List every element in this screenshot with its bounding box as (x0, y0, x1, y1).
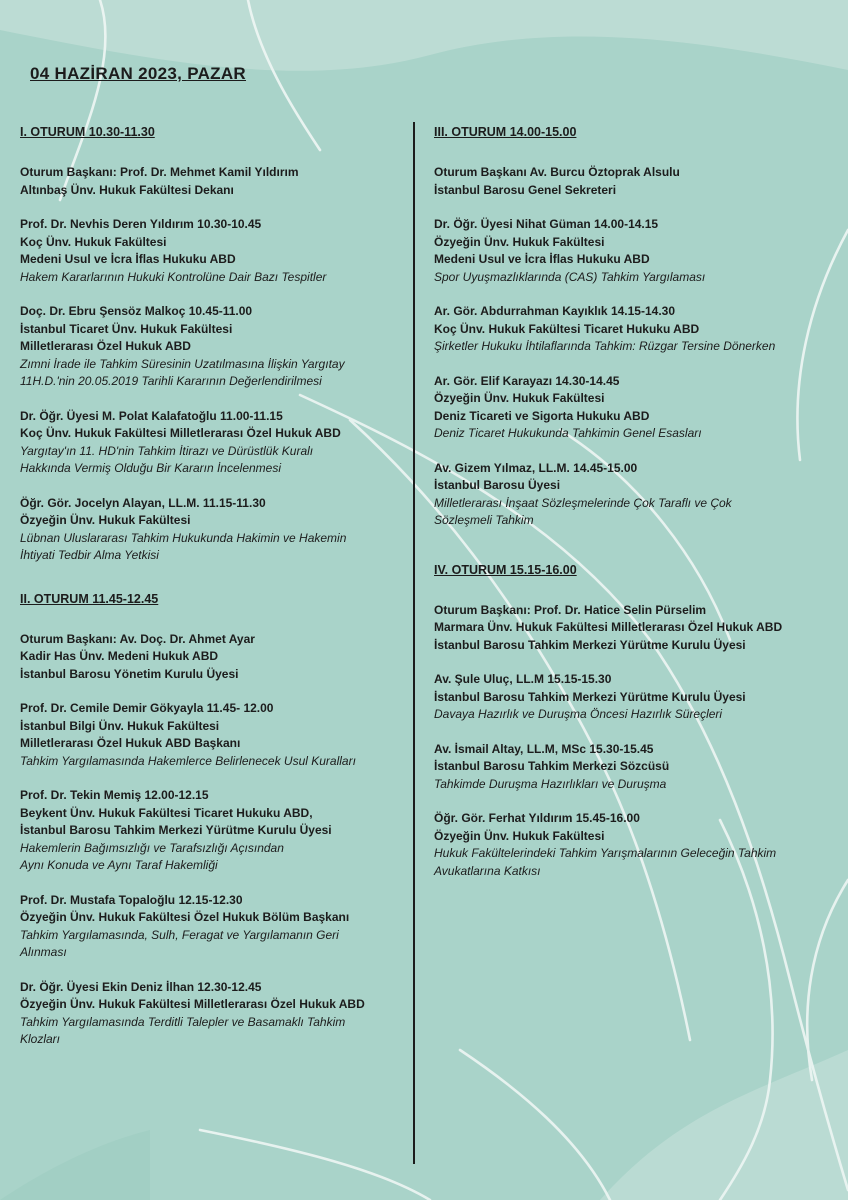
talk-title: Avukatlarına Katkısı (434, 863, 541, 878)
speaker-entry (434, 671, 844, 724)
talk-title: Tahkim Yargılamasında Terditli Talepler ve Basamaklı Tahkim (20, 1014, 346, 1029)
chair-name: Oturum Başkanı: Prof. Dr. Hatice Selin Pürselim (434, 602, 707, 617)
session-2 (20, 591, 410, 1049)
talk-title: Klozları (20, 1032, 61, 1046)
speaker-affiliation: Özyeğin Ünv. Hukuk Fakültesi (434, 828, 605, 843)
session-title: IV. OTURUM 15.15-16.00 (434, 562, 577, 577)
speaker-department: Milletlerarası Özel Hukuk ABD (20, 339, 191, 353)
talk-title: Davaya Hazırlık ve Duruşma Öncesi Hazırlık Süreçleri (434, 707, 723, 721)
speaker-name: Prof. Dr. Tekin Memiş 12.00-12.15 (20, 788, 209, 802)
speaker-name: Ar. Gör. Abdurrahman Kayıklık 14.15-14.30 (434, 304, 675, 318)
speaker-name: Öğr. Gör. Ferhat Yıldırım 15.45-16.00 (434, 811, 640, 825)
talk-title: Tahkim Yargılamasında Hakemlerce Belirlenecek Usul Kuralları (20, 753, 356, 768)
chair-name: Oturum Başkanı: Prof. Dr. Mehmet Kamil Yıldırım (20, 165, 299, 179)
speaker-role: İstanbul Barosu Tahkim Merkezi Yürütme Kurulu Üyesi (20, 823, 332, 837)
talk-title: Sözleşmeli Tahkim (434, 513, 534, 527)
speaker-entry (20, 892, 410, 962)
speaker-name: Dr. Öğr. Üyesi Ekin Deniz İlhan 12.30-12.45 (20, 979, 262, 994)
talk-title: Zımni İrade ile Tahkim Süresinin Uzatılmasına İlişkin Yargıtay (20, 356, 345, 371)
speaker-affiliation: Koç Ünv. Hukuk Fakültesi (20, 234, 167, 249)
session-chair (434, 164, 844, 199)
speaker-affiliation: Özyeğin Ünv. Hukuk Fakültesi Milletlerarası Özel Hukuk ABD (20, 997, 365, 1011)
speaker-entry (20, 216, 410, 286)
speaker-entry (20, 979, 410, 1049)
speaker-entry (20, 495, 410, 565)
chair-role: İstanbul Barosu Tahkim Merkezi Yürütme Kurulu Üyesi (434, 637, 746, 652)
talk-title: Hakemlerin Bağımsızlığı ve Tarafsızlığı Açısından (20, 840, 284, 855)
speaker-entry (434, 741, 844, 794)
session-chair (20, 164, 410, 199)
talk-title: Tahkim Yargılamasında, Sulh, Feragat ve Yargılamanın Geri (20, 927, 339, 942)
speaker-entry (20, 787, 410, 875)
talk-title: Hakem Kararlarının Hukuki Kontrolüne Dair Bazı Tespitler (20, 269, 327, 284)
chair-affiliation: Altınbaş Ünv. Hukuk Fakültesi Dekanı (20, 182, 234, 197)
speaker-affiliation: Beykent Ünv. Hukuk Fakültesi Ticaret Hukuku ABD, (20, 805, 313, 820)
speaker-affiliation: Koç Ünv. Hukuk Fakültesi Ticaret Hukuku ABD (434, 321, 700, 336)
speaker-name: Av. Gizem Yılmaz, LL.M. 14.45-15.00 (434, 460, 638, 475)
session-chair (20, 631, 410, 684)
session-title: I. OTURUM 10.30-11.30 (20, 125, 155, 139)
speaker-entry (20, 303, 410, 391)
session-1 (20, 124, 410, 565)
speaker-affiliation: İstanbul Barosu Üyesi (434, 478, 561, 492)
speaker-affiliation: İstanbul Bilgi Ünv. Hukuk Fakültesi (20, 718, 220, 733)
speaker-entry (20, 700, 410, 770)
speaker-department: Deniz Ticareti ve Sigorta Hukuku ABD (434, 408, 650, 423)
session-3 (434, 124, 844, 530)
speaker-name: Öğr. Gör. Jocelyn Alayan, LL.M. 11.15-11.30 (20, 495, 266, 510)
talk-title: Tahkimde Duruşma Hazırlıkları ve Duruşma (434, 776, 667, 791)
speaker-entry (20, 408, 410, 478)
speaker-department: Medeni Usul ve İcra İflas Hukuku ABD (434, 252, 650, 266)
speaker-affiliation: İstanbul Barosu Tahkim Merkezi Sözcüsü (434, 759, 670, 773)
chair-name: Oturum Başkanı Av. Burcu Öztoprak Alsulu (434, 165, 680, 179)
speaker-name: Av. Şule Uluç, LL.M 15.15-15.30 (434, 672, 612, 686)
chair-affiliation: Marmara Ünv. Hukuk Fakültesi Milletlerarası Özel Hukuk ABD (434, 620, 783, 634)
talk-title: Milletlerarası İnşaat Sözleşmelerinde Çok Taraflı ve Çok (434, 495, 732, 510)
speaker-name: Av. İsmail Altay, LL.M, MSc 15.30-15.45 (434, 741, 654, 756)
talk-title: Aynı Konuda ve Aynı Taraf Hakemliği (20, 858, 218, 872)
talk-title: Spor Uyuşmazlıklarında (CAS) Tahkim Yargılaması (434, 269, 706, 284)
talk-title: Alınması (20, 945, 67, 959)
speaker-entry (434, 303, 844, 356)
speaker-department: Medeni Usul ve İcra İflas Hukuku ABD (20, 252, 236, 266)
right-column (434, 124, 844, 900)
chair-role: İstanbul Barosu Yönetim Kurulu Üyesi (20, 666, 239, 681)
chair-role: İstanbul Barosu Genel Sekreteri (434, 182, 617, 197)
speaker-entry (434, 216, 844, 286)
talk-title: İhtiyati Tedbir Alma Yetkisi (20, 548, 159, 562)
talk-title: 11H.D.'nin 20.05.2019 Tarihli Kararının Değerlendirilmesi (20, 374, 322, 388)
talk-title: Deniz Ticaret Hukukunda Tahkimin Genel Esasları (434, 426, 702, 440)
speaker-name: Prof. Dr. Mustafa Topaloğlu 12.15-12.30 (20, 892, 243, 907)
talk-title: Hukuk Fakültelerindeki Tahkim Yarışmalarının Geleceğin Tahkim (434, 846, 777, 860)
speaker-name: Dr. Öğr. Üyesi Nihat Güman 14.00-14.15 (434, 217, 659, 231)
speaker-department: Milletlerarası Özel Hukuk ABD Başkanı (20, 736, 241, 750)
speaker-affiliation: Özyeğin Ünv. Hukuk Fakültesi (434, 391, 605, 405)
speaker-affiliation: İstanbul Barosu Tahkim Merkezi Yürütme Kurulu Üyesi (434, 689, 746, 704)
chair-name: Oturum Başkanı: Av. Doç. Dr. Ahmet Ayar (20, 631, 255, 646)
speaker-name: Prof. Dr. Cemile Demir Gökyayla 11.45- 12.00 (20, 701, 274, 715)
page-title: 04 HAZİRAN 2023, PAZAR (30, 64, 247, 83)
speaker-entry (434, 810, 844, 880)
speaker-affiliation: Özyeğin Ünv. Hukuk Fakültesi (434, 234, 605, 249)
speaker-affiliation: Özyeğin Ünv. Hukuk Fakültesi (20, 513, 191, 527)
speaker-entry (434, 373, 844, 443)
speaker-name: Doç. Dr. Ebru Şensöz Malkoç 10.45-11.00 (20, 304, 253, 318)
left-column (20, 124, 410, 1069)
session-title: II. OTURUM 11.45-12.45 (20, 591, 159, 606)
speaker-affiliation: Özyeğin Ünv. Hukuk Fakültesi Özel Hukuk Bölüm Başkanı (20, 910, 350, 924)
speaker-affiliation: İstanbul Ticaret Ünv. Hukuk Fakültesi (20, 321, 233, 336)
talk-title: Yargıtay'ın 11. HD'nin Tahkim İtirazı ve Dürüstlük Kuralı (20, 443, 314, 458)
speaker-name: Prof. Dr. Nevhis Deren Yıldırım 10.30-10.45 (20, 217, 262, 231)
speaker-entry (434, 460, 844, 530)
talk-title: Hakkında Vermiş Olduğu Bir Kararın İncelenmesi (20, 461, 281, 475)
session-4 (434, 562, 844, 881)
session-title: III. OTURUM 14.00-15.00 (434, 125, 577, 139)
speaker-affiliation: Koç Ünv. Hukuk Fakültesi Milletlerarası Özel Hukuk ABD (20, 426, 341, 440)
chair-affiliation: Kadir Has Ünv. Medeni Hukuk ABD (20, 649, 219, 663)
column-divider (413, 122, 415, 1164)
speaker-name: Ar. Gör. Elif Karayazı 14.30-14.45 (434, 373, 620, 388)
session-chair (434, 602, 844, 655)
speaker-name: Dr. Öğr. Üyesi M. Polat Kalafatoğlu 11.00-11.15 (20, 408, 283, 423)
talk-title: Şirketler Hukuku İhtilaflarında Tahkim: Rüzgar Tersine Dönerken (434, 339, 776, 353)
talk-title: Lübnan Uluslararası Tahkim Hukukunda Hakimin ve Hakemin (20, 530, 347, 545)
